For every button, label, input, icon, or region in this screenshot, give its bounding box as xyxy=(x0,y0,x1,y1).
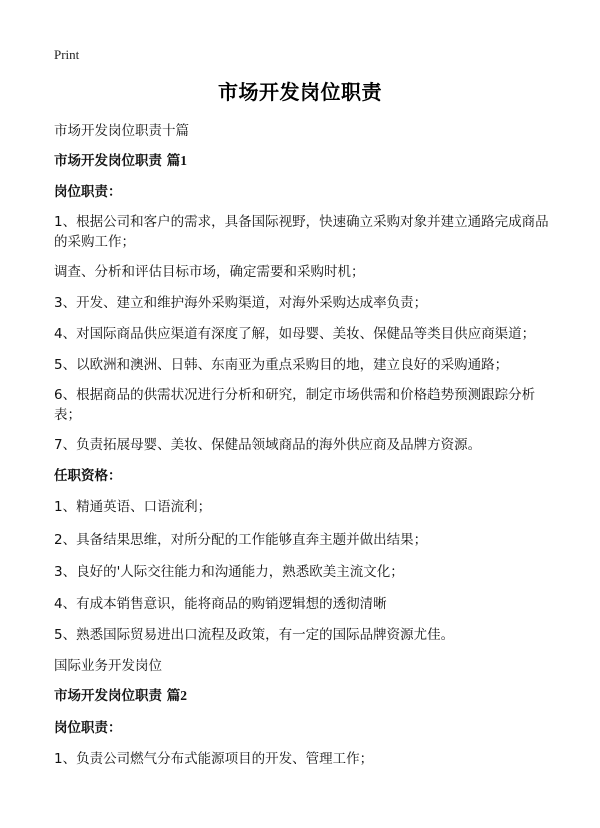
section-heading-text: 市场开发岗位职责 xyxy=(54,688,167,704)
duties-label: 岗位职责： xyxy=(54,720,122,736)
duty-item: 5、以欧洲和澳洲、日韩、东南亚为重点采购目的地，建立良好的采购通路； xyxy=(54,357,509,373)
section-heading-number: 篇1 xyxy=(166,153,187,168)
duty-item: 7、负责拓展母婴、美妆、保健品领域商品的海外供应商及品牌方资源。 xyxy=(54,437,482,453)
requirement-item: 1、精通英语、口语流利； xyxy=(54,499,212,515)
section-heading-number: 篇2 xyxy=(166,688,187,703)
duty-item: 1、根据公司和客户的需求，具备国际视野，快速确立采购对象并建立通路完成商品的采购工作； xyxy=(54,214,549,250)
print-label: Print xyxy=(54,47,80,62)
requirements-label: 任职资格： xyxy=(54,468,122,484)
duty-item: 6、根据商品的供需状况进行分析和研究，制定市场供需和价格趋势预测跟踪分析表； xyxy=(54,387,536,423)
duties-label: 岗位职责： xyxy=(54,184,122,200)
section-footer: 国际业务开发岗位 xyxy=(54,658,162,674)
requirement-item: 4、有成本销售意识，能将商品的购销逻辑想的透彻清晰 xyxy=(54,596,387,612)
document-subtitle: 市场开发岗位职责十篇 xyxy=(54,123,189,139)
duty-item: 调查、分析和评估目标市场，确定需要和采购时机； xyxy=(54,264,365,280)
page-title: 市场开发岗位职责 xyxy=(218,80,382,104)
duty-item: 4、对国际商品供应渠道有深度了解，如母婴、美妆、保健品等类目供应商渠道； xyxy=(54,326,536,342)
requirement-item: 3、良好的'人际交往能力和沟通能力，熟悉欧美主流文化； xyxy=(54,564,404,580)
section-heading-2 xyxy=(54,686,550,706)
duty-item: 3、开发、建立和维护海外采购渠道，对海外采购达成率负责； xyxy=(54,295,428,311)
duty-item: 1、负责公司燃气分布式能源项目的开发、管理工作； xyxy=(54,751,374,767)
section-heading-text: 市场开发岗位职责 xyxy=(54,153,167,169)
requirement-item: 2、具备结果思维，对所分配的工作能够直奔主题并做出结果； xyxy=(54,532,428,548)
requirement-item: 5、熟悉国际贸易进出口流程及政策，有一定的国际品牌资源尤佳。 xyxy=(54,627,455,643)
section-heading-1 xyxy=(54,151,550,171)
